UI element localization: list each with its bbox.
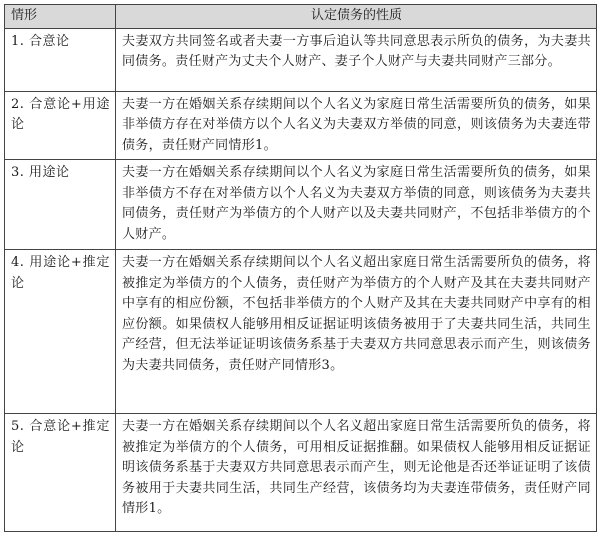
case-cell: 3. 用途论 [5,160,116,250]
table-header-row [5,5,597,29]
table-row [5,160,597,250]
case-cell: 5. 合意论+推定论 [5,414,116,532]
case-cell: 2. 合意论+用途论 [5,91,116,160]
description-cell: 夫妻双方共同签名或者夫妻一方事后追认等共同意思表示所负的债务，为夫妻共同债务。责任财产为丈夫个人财产、妻子个人财产与夫妻共同财产三部分。 [116,28,597,91]
description-cell: 夫妻一方在婚姻关系存续期间以个人名义为家庭日常生活需要所负的债务，如果非举债方存在对举债方以个人名义为夫妻双方举债的同意，则该债务为夫妻连带债务，责任财产同情形1。 [116,91,597,160]
description-cell: 夫妻一方在婚姻关系存续期间以个人名义超出家庭日常生活需要所负的债务，将被推定为举债方的个人债务，可用相反证据推翻。如果债权人能够用相反证据证明该债务系基于夫妻双方共同意思表示而产生，则无论他是否还举证证明了该债务被用于夫妻共同生活，共同生产经营，该债务均为夫妻连带债务，责任财产同情形1。 [116,414,597,532]
description-cell: 夫妻一方在婚姻关系存续期间以个人名义为家庭日常生活需要所负的债务，如果非举债方不存在对举债方以个人名义为夫妻双方举债的同意，则该债务为夫妻共同债务，责任财产为举债方的个人财产以及夫妻共同财产，不包括非举债方的个人财产。 [116,160,597,250]
table-row [5,91,597,160]
header-case: 情形 [5,5,116,29]
debt-nature-table [4,4,597,532]
description-cell: 夫妻一方在婚姻关系存续期间以个人名义超出家庭日常生活需要所负的债务，将被推定为举债方的个人债务，责任财产为举债方的个人财产及其在夫妻共同财产中享有的相应份额，不包括非举债方的个人财产及其在夫妻共同财产中享有的相应份额。如果债权人能够用相反证据证明该债务被用于了夫妻共同生活，共同生产经营，但无法举证证明该债务系基于夫妻双方共同意思表示而产生，则该债务为夫妻共同债务，责任财产同情形3。 [116,250,597,414]
table-row [5,250,597,414]
table-row [5,28,597,91]
case-cell: 1. 合意论 [5,28,116,91]
case-cell: 4. 用途论+推定论 [5,250,116,414]
header-debt-nature: 认定债务的性质 [116,5,597,29]
table-row [5,414,597,532]
